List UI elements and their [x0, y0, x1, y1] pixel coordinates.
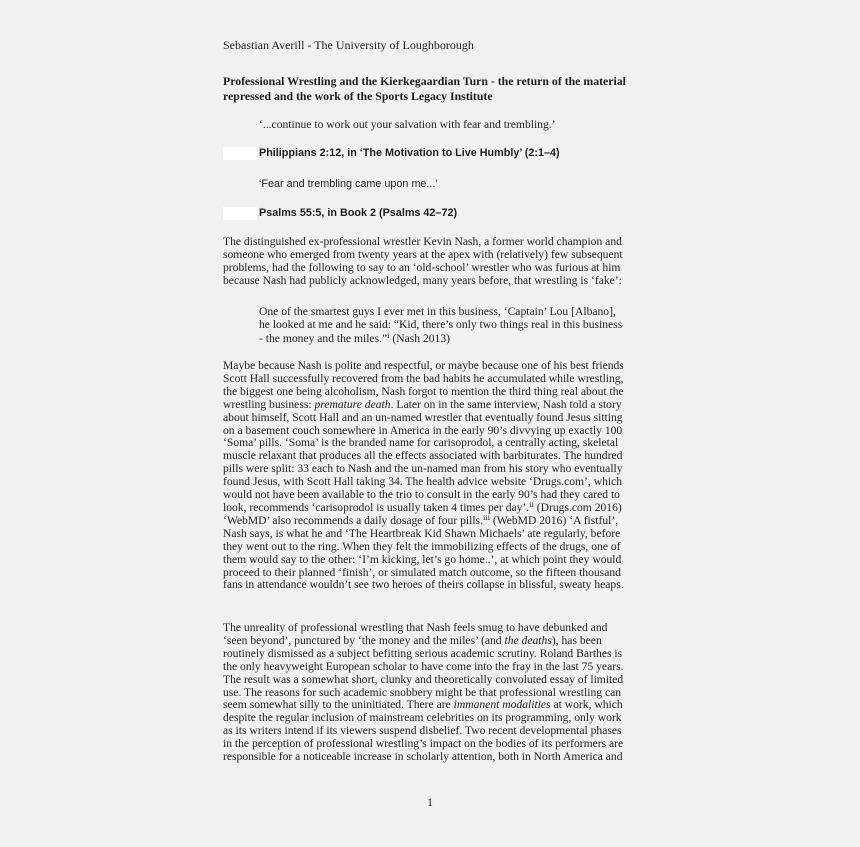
epigraph-citation-1: Philippians 2:12, in ‘The Motivation to Live Humbly’ (2:1–4) — [259, 147, 560, 159]
text-line: them would say to the other: ‘I’m kicking, let’s go home..’, at which point they would — [223, 552, 622, 566]
text-line: the only heavyweight European scholar to have come into the fray in the last 75 years. — [223, 659, 624, 673]
text-run: ‘seen beyond’, punctured by ‘the money and the miles’ (and — [223, 633, 505, 647]
text-line: the biggest one being alcoholism, Nash forgot to mention the third thing real about the — [223, 384, 624, 398]
text-line: problems, had the following to say to an ‘old-school’ wrestler who was furious at him — [223, 260, 621, 274]
quote-line: One of the smartest guys I ever met in this business, ‘Captain’ Lou [Albano], — [259, 305, 616, 318]
text-line: they went out to the ring. When they felt the immobilizing effects of the drugs, one of — [223, 539, 621, 553]
text-line: ‘WebMD’ also recommends a daily dosage of four pills.ⁱⁱⁱ (WebMD 2016) ‘A fistful’, — [223, 513, 619, 527]
text-line: about himself, Scott Hall and an un-named wrestler that eventually found Jesus sitting — [223, 410, 623, 424]
text-run: seem somewhat silly to the uninitiated. There are — [223, 698, 454, 712]
quote-line: he looked at me and he said: “Kid, there’s only two things real in this business — [259, 318, 623, 332]
text-line: someone who emerged from twenty years at the apex with (relatively) few subsequent — [223, 247, 623, 261]
italic-term: premature death — [314, 397, 391, 411]
paper-title — [223, 74, 643, 104]
text-line: Maybe because Nash is polite and respectful, or maybe because one of his best friends — [223, 359, 624, 372]
text-line — [223, 399, 643, 412]
epigraph-indent-bar — [223, 147, 257, 160]
text-line: found Jesus, with Scott Hall taking 34. The health advice website ‘Drugs.com’, which — [223, 475, 623, 489]
text-line: The result was a somewhat short, clunky and theoretically convoluted essay of limited — [223, 672, 624, 686]
italic-term: the deaths — [504, 633, 552, 647]
epigraph-quote-2: ‘Fear and trembling came upon me...’ — [259, 178, 438, 190]
epigraph-citation-2: Psalms 55:5, in Book 2 (Psalms 42–72) — [259, 207, 458, 219]
text-line: routinely dismissed as a subject befitting serious academic scrutiny. Roland Barthes is — [223, 646, 623, 660]
text-run: at work, which — [550, 698, 623, 712]
text-run: wrestling business: — [223, 397, 315, 411]
text-line: would not have been available to the trio to consult in the early 90’s had they cared to — [223, 488, 620, 502]
page-number: 1 — [427, 795, 433, 809]
text-line: as its writers intend if its viewers suspend disbelief. Two recent developmental phases — [223, 724, 622, 738]
text-line: despite the regular inclusion of mainstream celebrities on its programming, only work — [223, 711, 622, 725]
epigraph-indent-bar — [223, 207, 257, 220]
text-line: because Nash had publicly acknowledged, many years before, that wrestling is ‘fake’: — [223, 273, 622, 287]
text-line — [223, 635, 643, 648]
text-line: look, recommends ‘carisoprodol is usually taken 4 times per day’.ⁱⁱ (Drugs.com 2016) — [223, 500, 622, 514]
text-run: ), has been — [551, 633, 602, 647]
paragraph-3 — [223, 622, 643, 764]
text-line: pills were split: 33 each to Nash and the un-named man from his story who eventually — [223, 462, 623, 476]
text-line: ‘Soma’ pills. ‘Soma’ is the branded name for carisoprodol, a centrally acting, skeletal — [223, 436, 619, 450]
text-line: fans in attendance wouldn’t see two heroes of theirs collapse in blissful, sweaty heaps. — [223, 578, 624, 592]
text-line: on a basement couch somewhere in America in the early 90’s divvying up exactly 100 — [223, 423, 623, 437]
text-line: in the perception of professional wrestling’s impact on the bodies of its performers are — [223, 737, 624, 751]
quote-line: - the money and the miles.”ⁱ (Nash 2013) — [259, 331, 451, 345]
text-line: use. The reasons for such academic snobbery might be that professional wrestling can — [223, 685, 622, 699]
text-line: Scott Hall successfully recovered from the bad habits he accumulated while wrestling, — [223, 371, 624, 385]
text-line: responsible for a noticeable increase in scholarly attention, both in North America and — [223, 750, 623, 764]
text-line: proceed to their planned ‘finish’, or simulated match outcome, so the fifteen thousand — [223, 565, 621, 579]
paragraph-2 — [223, 360, 643, 592]
italic-term: immanent modalities — [453, 698, 551, 712]
text-line: Nash says, is what he and ‘The Heartbreak Kid Shawn Michaels’ ate regularly, before — [223, 526, 621, 540]
epigraph-quote-1: ‘...continue to work out your salvation with fear and trembling.’ — [259, 118, 556, 131]
title-line-2: repressed and the work of the Sports Legacy Institute — [223, 89, 493, 103]
text-line: The unreality of professional wrestling that Nash feels smug to have debunked and — [223, 621, 608, 634]
text-run: . Later on in the same interview, Nash told a story — [390, 397, 622, 411]
author-header: Sebastian Averill - The University of Loughborough — [223, 38, 474, 52]
block-quote — [259, 305, 643, 345]
title-line-1: Professional Wrestling and the Kierkegaardian Turn - the return of the material — [223, 74, 626, 88]
paragraph-1 — [223, 236, 643, 288]
text-line: The distinguished ex-professional wrestler Kevin Nash, a former world champion and — [223, 235, 622, 248]
text-line: muscle relaxant that produces all the effects associated with barbiturates. The hundred — [223, 449, 623, 463]
